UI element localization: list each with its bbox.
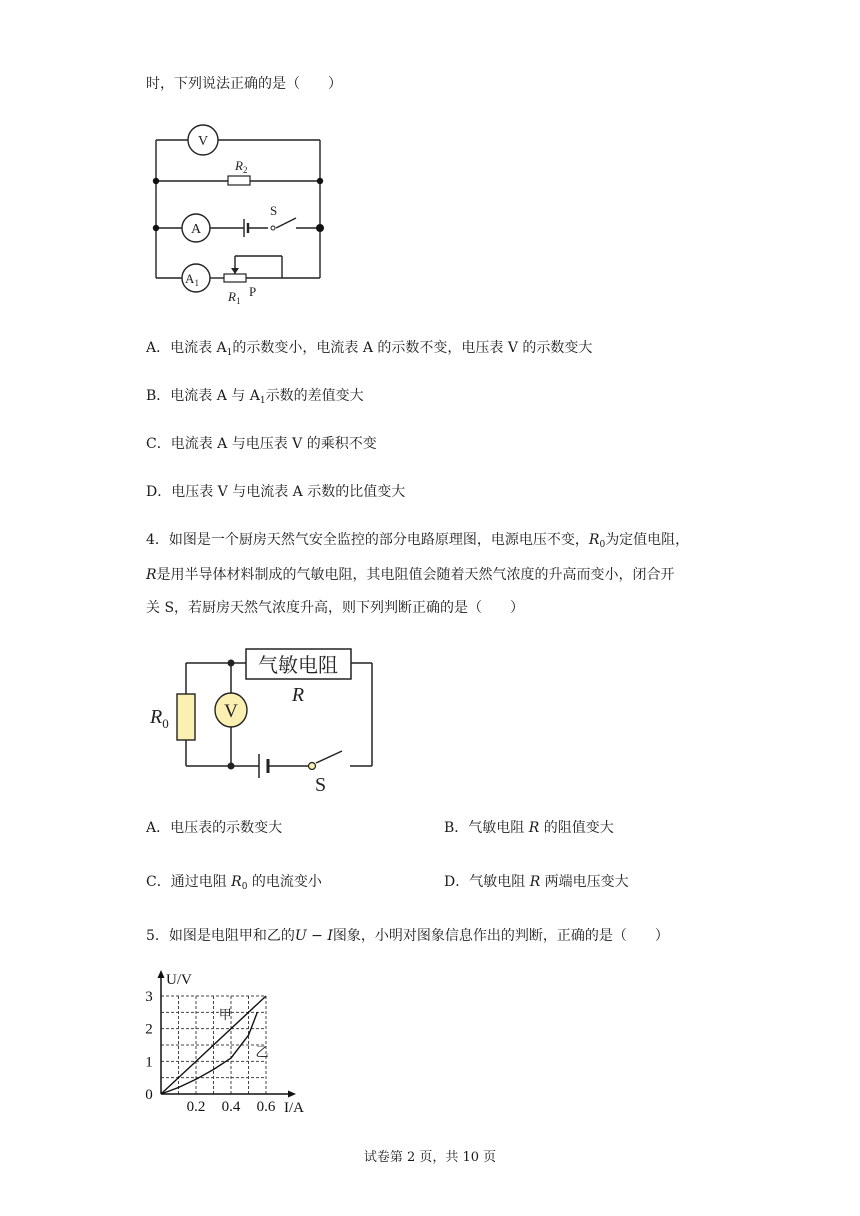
- q4-s-label: S: [315, 774, 327, 796]
- q5-ui-chart: [140, 968, 320, 1118]
- q3-option-d: D．电压表 V 与电流表 A 示数的比值变大: [146, 484, 406, 500]
- q4-circuit-diagram: [146, 646, 386, 796]
- y-tick-label-1: 1: [145, 1054, 153, 1071]
- x-tick-label-1: 0.4: [221, 1099, 241, 1115]
- series-label-0: 甲: [218, 1006, 232, 1022]
- q3-p-label: P: [249, 284, 257, 299]
- resistor-r0-icon: [177, 694, 195, 740]
- q4-r0-label: $R_0$: [150, 706, 169, 731]
- q4-option-d: D．气敏电阻 R 两端电压变大: [444, 874, 629, 890]
- x-axis-arrow: [288, 1091, 296, 1098]
- page-footer: 试卷第 2 页，共 10 页: [363, 1150, 497, 1165]
- y-axis-arrow: [158, 970, 165, 978]
- q3-r2-label: $R_2$: [235, 158, 248, 175]
- q4-stem-line1: 4．如图是一个厨房天然气安全监控的部分电路原理图，电源电压不变，$R_0$为定值电阻，: [146, 532, 690, 550]
- q3-circuit-diagram: [146, 118, 336, 308]
- q3-a1-label: $A_1$: [185, 271, 199, 288]
- y-axis-label: U/V: [166, 972, 192, 988]
- resistor-r2-icon: [228, 176, 250, 185]
- q4-option-c: C．通过电阻 $R_0$ 的电流变小: [146, 874, 322, 892]
- series-line-1: [161, 1012, 257, 1094]
- rheostat-r1-icon: [224, 274, 246, 282]
- q3-option-b: B．电流表 A 与 $A_1$示数的差值变大: [146, 388, 364, 406]
- q3-stem-tail: 时，下列说法正确的是（ ）: [146, 76, 342, 92]
- series-label-1: 乙: [255, 1044, 269, 1060]
- switch-icon: [271, 226, 275, 230]
- q3-a-label: A: [190, 222, 202, 237]
- q4-r-label: R: [291, 684, 305, 706]
- y-tick-label-0: 0: [145, 1087, 153, 1103]
- q5-stem: 5．如图是电阻甲和乙的U − I图象，小明对图象信息作出的判断，正确的是（ ）: [146, 928, 669, 944]
- q4-v-label: V: [224, 701, 238, 722]
- x-tick-label-0: 0.2: [186, 1099, 206, 1115]
- q3-s-label: S: [270, 203, 278, 218]
- q3-option-c: C．电流表 A 与电压表 V 的乘积不变: [146, 436, 377, 452]
- x-axis-label: I/A: [284, 1100, 304, 1116]
- q4-stem-line2: R是用半导体材料制成的气敏电阻，其电阻值会随着天然气浓度的升高而变小，闭合开: [146, 567, 675, 583]
- y-tick-label-3: 3: [145, 989, 153, 1005]
- q3-r1-label: $R_1$: [228, 289, 241, 306]
- x-tick-label-2: 0.6: [256, 1099, 276, 1115]
- q4-option-b: B．气敏电阻 R 的阻值变大: [444, 820, 614, 836]
- q4-stem-line3: 关 S，若厨房天然气浓度升高，则下列判断正确的是（ ）: [146, 600, 525, 616]
- q3-option-a: A．电流表 $A_1$的示数变小，电流表 A 的示数不变，电压表 V 的示数变大: [146, 340, 593, 358]
- switch-icon: [309, 763, 316, 770]
- q3-v-label: V: [197, 134, 209, 149]
- y-tick-label-2: 2: [145, 1021, 153, 1038]
- q4-option-a: A．电压表的示数变大: [146, 820, 283, 836]
- q4-sensor-label: 气敏电阻: [258, 655, 338, 677]
